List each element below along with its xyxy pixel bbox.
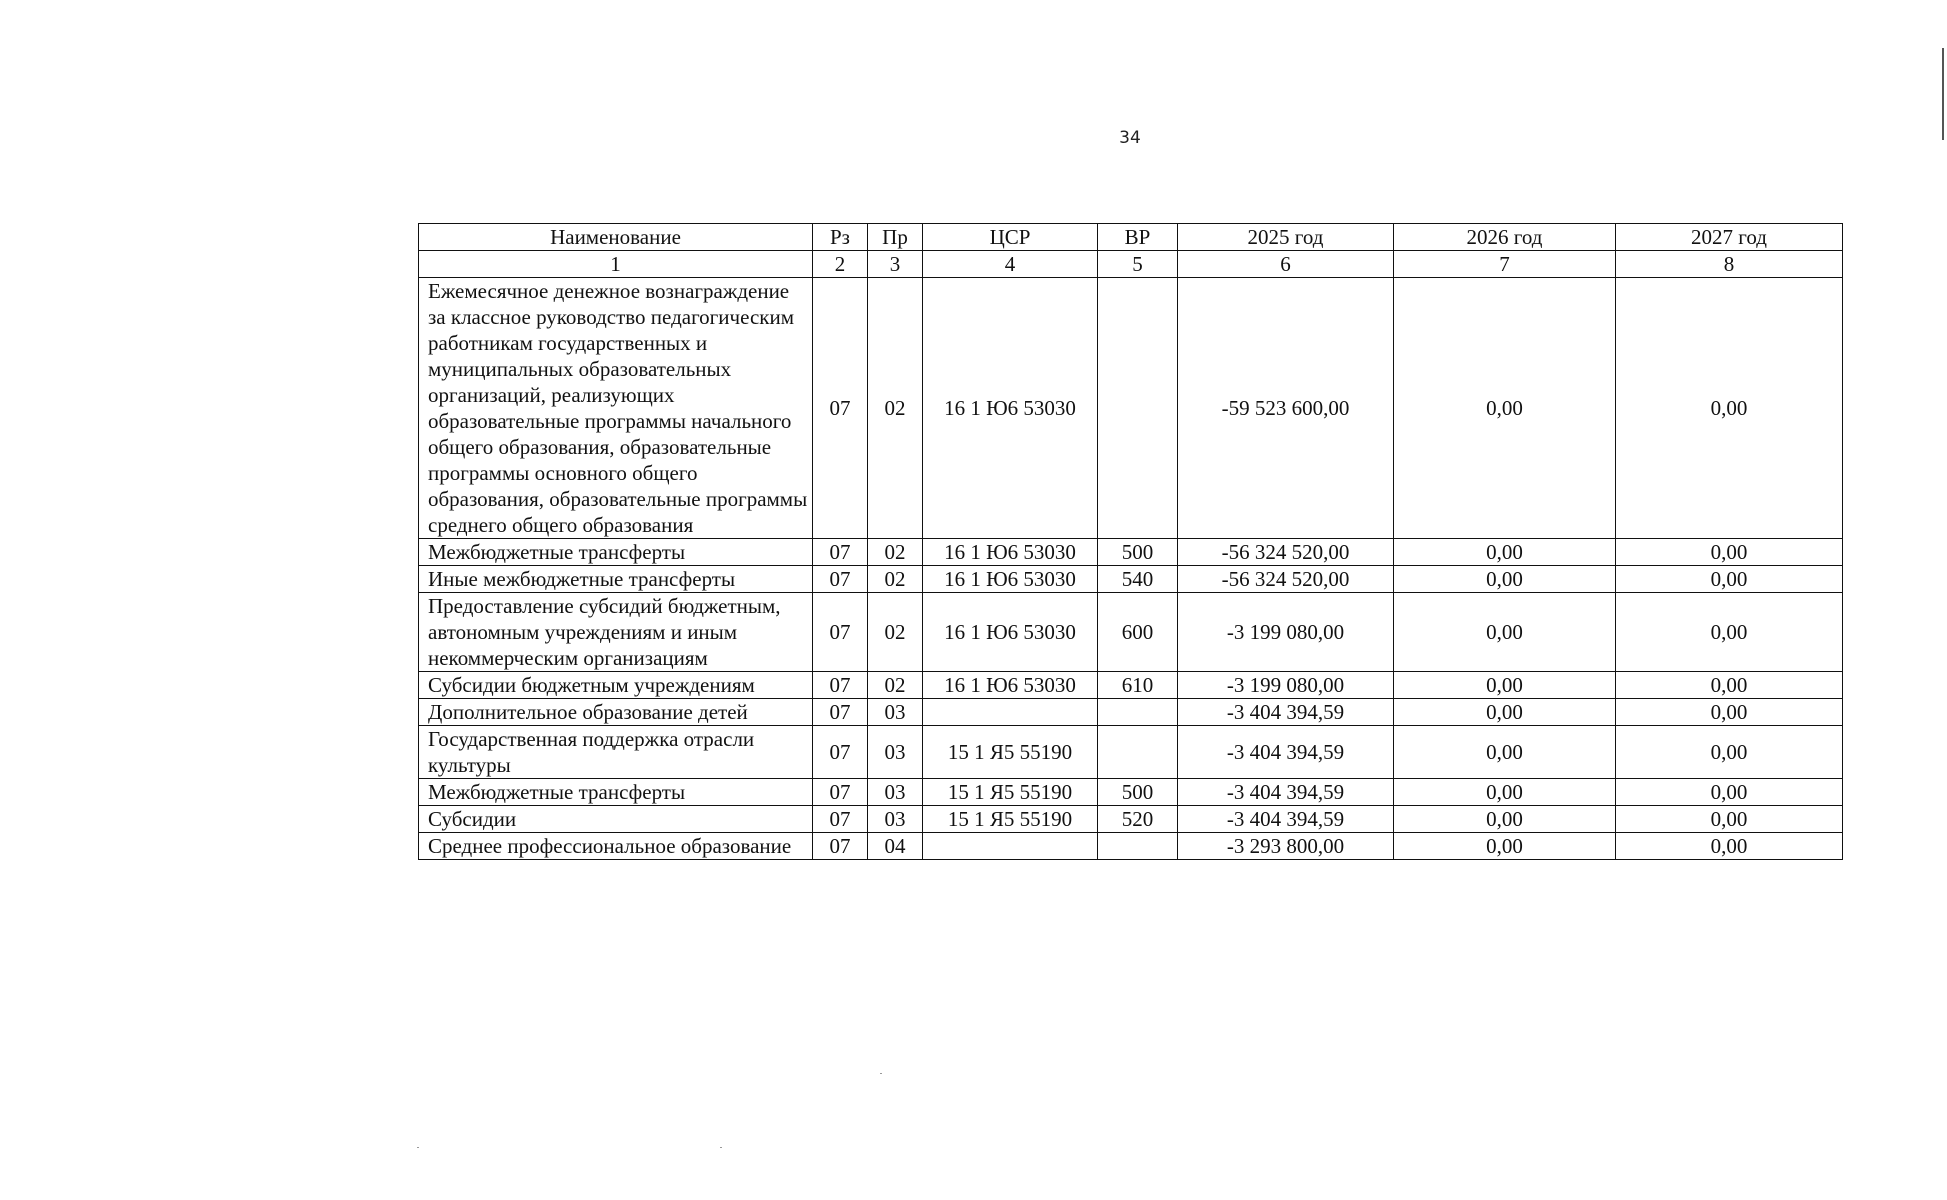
cell-csr: 15 1 Я5 55190 bbox=[923, 779, 1098, 806]
column-index-row bbox=[419, 251, 1843, 278]
header-rz: Рз bbox=[813, 224, 868, 251]
cell-pr: 03 bbox=[868, 779, 923, 806]
cell-2027: 0,00 bbox=[1616, 699, 1843, 726]
cell-csr: 16 1 Ю6 53030 bbox=[923, 672, 1098, 699]
cell-pr: 02 bbox=[868, 278, 923, 539]
cell-pr: 02 bbox=[868, 539, 923, 566]
cell-2025: -56 324 520,00 bbox=[1178, 566, 1394, 593]
cell-pr: 02 bbox=[868, 566, 923, 593]
cell-2026: 0,00 bbox=[1394, 833, 1616, 860]
cell-2026: 0,00 bbox=[1394, 779, 1616, 806]
cell-2027: 0,00 bbox=[1616, 806, 1843, 833]
table-row bbox=[419, 726, 1843, 779]
cell-2026: 0,00 bbox=[1394, 672, 1616, 699]
header-row bbox=[419, 224, 1843, 251]
cell-2026: 0,00 bbox=[1394, 593, 1616, 672]
cell-2026: 0,00 bbox=[1394, 566, 1616, 593]
cell-pr: 02 bbox=[868, 593, 923, 672]
cell-pr: 04 bbox=[868, 833, 923, 860]
index-cell: 3 bbox=[868, 251, 923, 278]
cell-rz: 07 bbox=[813, 699, 868, 726]
cell-rz: 07 bbox=[813, 539, 868, 566]
table-row bbox=[419, 672, 1843, 699]
cell-2026: 0,00 bbox=[1394, 726, 1616, 779]
cell-rz: 07 bbox=[813, 833, 868, 860]
cell-vr bbox=[1098, 726, 1178, 779]
header-vr: ВР bbox=[1098, 224, 1178, 251]
cell-name: Дополнительное образование детей bbox=[419, 699, 813, 726]
index-cell: 7 bbox=[1394, 251, 1616, 278]
scan-speck bbox=[417, 1147, 419, 1148]
table-row bbox=[419, 699, 1843, 726]
cell-vr bbox=[1098, 699, 1178, 726]
cell-2025: -3 293 800,00 bbox=[1178, 833, 1394, 860]
table-row bbox=[419, 539, 1843, 566]
cell-csr bbox=[923, 833, 1098, 860]
cell-csr: 15 1 Я5 55190 bbox=[923, 806, 1098, 833]
cell-csr: 15 1 Я5 55190 bbox=[923, 726, 1098, 779]
cell-name: Субсидии бюджетным учреждениям bbox=[419, 672, 813, 699]
cell-name: Субсидии bbox=[419, 806, 813, 833]
cell-vr: 520 bbox=[1098, 806, 1178, 833]
cell-rz: 07 bbox=[813, 806, 868, 833]
cell-2026: 0,00 bbox=[1394, 278, 1616, 539]
header-2027: 2027 год bbox=[1616, 224, 1843, 251]
header-name: Наименование bbox=[419, 224, 813, 251]
index-cell: 8 bbox=[1616, 251, 1843, 278]
cell-2025: -3 404 394,59 bbox=[1178, 699, 1394, 726]
cell-name: Межбюджетные трансферты bbox=[419, 539, 813, 566]
header-2025: 2025 год bbox=[1178, 224, 1394, 251]
cell-2025: -3 199 080,00 bbox=[1178, 593, 1394, 672]
cell-vr: 540 bbox=[1098, 566, 1178, 593]
cell-2025: -3 404 394,59 bbox=[1178, 726, 1394, 779]
cell-vr: 500 bbox=[1098, 779, 1178, 806]
cell-vr bbox=[1098, 833, 1178, 860]
cell-name: Иные межбюджетные трансферты bbox=[419, 566, 813, 593]
cell-csr: 16 1 Ю6 53030 bbox=[923, 566, 1098, 593]
cell-rz: 07 bbox=[813, 566, 868, 593]
cell-rz: 07 bbox=[813, 726, 868, 779]
page-number: 34 bbox=[1119, 128, 1141, 148]
header-pr: Пр bbox=[868, 224, 923, 251]
cell-2027: 0,00 bbox=[1616, 566, 1843, 593]
cell-name: Среднее профессиональное образование bbox=[419, 833, 813, 860]
cell-2026: 0,00 bbox=[1394, 539, 1616, 566]
cell-2027: 0,00 bbox=[1616, 593, 1843, 672]
cell-2027: 0,00 bbox=[1616, 672, 1843, 699]
index-cell: 2 bbox=[813, 251, 868, 278]
cell-2025: -59 523 600,00 bbox=[1178, 278, 1394, 539]
scan-edge-mark bbox=[1942, 48, 1944, 140]
cell-rz: 07 bbox=[813, 779, 868, 806]
cell-name: Предоставление субсидий бюджетным, автономным учреждениям и иным некоммерческим организациям bbox=[419, 593, 813, 672]
budget-table bbox=[418, 223, 1843, 860]
header-2026: 2026 год bbox=[1394, 224, 1616, 251]
cell-2026: 0,00 bbox=[1394, 699, 1616, 726]
cell-vr bbox=[1098, 278, 1178, 539]
cell-csr: 16 1 Ю6 53030 bbox=[923, 539, 1098, 566]
cell-2025: -3 404 394,59 bbox=[1178, 806, 1394, 833]
cell-pr: 02 bbox=[868, 672, 923, 699]
cell-csr bbox=[923, 699, 1098, 726]
cell-2027: 0,00 bbox=[1616, 833, 1843, 860]
cell-name: Ежемесячное денежное вознаграждение за классное руководство педагогическим работникам государственных и муниципальных образовательных организаций, реализующих образовательные программы начального общего образования, образовательные программы основного общего образования, образовательные программы среднего общего образования bbox=[419, 278, 813, 539]
cell-name: Государственная поддержка отрасли культуры bbox=[419, 726, 813, 779]
cell-2025: -3 404 394,59 bbox=[1178, 779, 1394, 806]
cell-rz: 07 bbox=[813, 278, 868, 539]
cell-pr: 03 bbox=[868, 699, 923, 726]
cell-pr: 03 bbox=[868, 806, 923, 833]
scan-speck bbox=[880, 1073, 882, 1074]
table-row bbox=[419, 566, 1843, 593]
index-cell: 4 bbox=[923, 251, 1098, 278]
table-row bbox=[419, 806, 1843, 833]
index-cell: 1 bbox=[419, 251, 813, 278]
cell-2025: -3 199 080,00 bbox=[1178, 672, 1394, 699]
cell-vr: 500 bbox=[1098, 539, 1178, 566]
index-cell: 6 bbox=[1178, 251, 1394, 278]
cell-vr: 600 bbox=[1098, 593, 1178, 672]
cell-2026: 0,00 bbox=[1394, 806, 1616, 833]
cell-2027: 0,00 bbox=[1616, 779, 1843, 806]
scan-speck bbox=[720, 1147, 722, 1148]
cell-rz: 07 bbox=[813, 593, 868, 672]
cell-name: Межбюджетные трансферты bbox=[419, 779, 813, 806]
cell-2025: -56 324 520,00 bbox=[1178, 539, 1394, 566]
cell-pr: 03 bbox=[868, 726, 923, 779]
table-row bbox=[419, 833, 1843, 860]
cell-csr: 16 1 Ю6 53030 bbox=[923, 278, 1098, 539]
table-row bbox=[419, 593, 1843, 672]
cell-2027: 0,00 bbox=[1616, 726, 1843, 779]
cell-csr: 16 1 Ю6 53030 bbox=[923, 593, 1098, 672]
cell-2027: 0,00 bbox=[1616, 539, 1843, 566]
table-body bbox=[419, 251, 1843, 860]
index-cell: 5 bbox=[1098, 251, 1178, 278]
cell-2027: 0,00 bbox=[1616, 278, 1843, 539]
table-row bbox=[419, 278, 1843, 539]
cell-vr: 610 bbox=[1098, 672, 1178, 699]
header-csr: ЦСР bbox=[923, 224, 1098, 251]
table-row bbox=[419, 779, 1843, 806]
cell-rz: 07 bbox=[813, 672, 868, 699]
